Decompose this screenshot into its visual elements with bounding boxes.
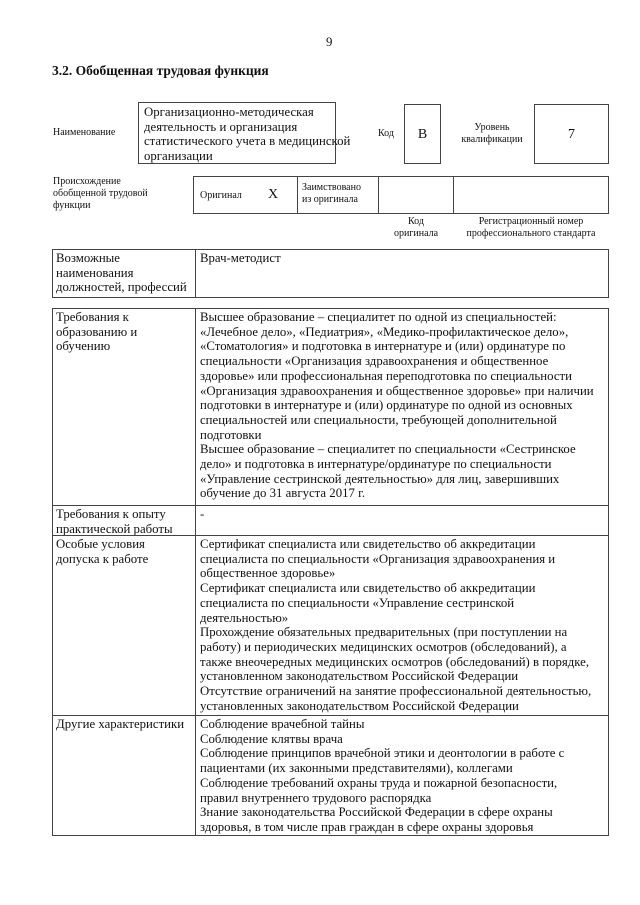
value-line: здоровья, в том числе прав граждан в сфере охраны здоровья: [200, 819, 534, 834]
value-line: подготовки: [200, 427, 262, 442]
caption-line: оригинала: [393, 228, 439, 239]
row-special-conditions-value: [195, 535, 609, 716]
value-line: «Организация здравоохранения и общественное здоровье» при наличии: [200, 383, 594, 398]
value-line: Высшее образование – специалитет по специальности «Сестринское: [200, 442, 576, 457]
level-label-line: Уровень: [474, 122, 510, 133]
value-line: Соблюдение клятвы врача: [200, 731, 343, 746]
level-label-line: квалификации: [461, 134, 523, 145]
positions-label: [52, 249, 196, 298]
value-line: здоровье» или профессиональная переподготовка по специальности: [200, 368, 572, 383]
row-other-value: [195, 715, 609, 836]
name-label: Наименование: [53, 127, 116, 138]
value-line: пациентами (их законными представителями), коллегами: [200, 761, 513, 776]
code-value: B: [404, 104, 441, 164]
page-number: 9: [326, 35, 333, 49]
label-line: Требования к: [56, 310, 129, 324]
label-line: образованию и: [56, 324, 138, 339]
positions-value: [195, 249, 609, 298]
value-line: «Управление сестринской деятельностью» для лиц, завершивших: [200, 471, 560, 486]
name-line: организации: [144, 149, 213, 164]
value-line: Сертификат специалиста или свидетельство об аккредитации: [200, 537, 536, 551]
label-line: должностей, профессий: [56, 280, 187, 295]
origin-label-line: обобщенной трудовой: [53, 188, 148, 199]
value-line: Прохождение обязательных предварительных (при поступлении на: [200, 625, 568, 640]
original-code-caption: [378, 216, 454, 240]
level-label: [452, 122, 532, 146]
value-line: установленных законодательством Российской Федерации: [200, 698, 519, 713]
borrowed-label-line: из оригинала: [302, 194, 358, 205]
value-line: правил внутреннего трудового распорядка: [200, 790, 432, 805]
value-line: Соблюдение принципов врачебной этики и деонтологии в работе с: [200, 746, 565, 761]
caption-line: Код: [408, 216, 424, 227]
borrowed-cell: [297, 176, 379, 214]
value-line: Знание законодательства Российской Федерации в сфере охраны: [200, 805, 553, 820]
row-other-label: [52, 715, 196, 836]
value-line: обучение до 31 августа 2017 г.: [200, 486, 366, 501]
row-experience-value: [195, 505, 609, 536]
value-line: Сертификат специалиста или свидетельство об аккредитации: [200, 581, 536, 596]
value-line: также внеочередных медицинских осмотров (обследований) в порядке,: [200, 654, 590, 669]
value-line: установленном законодательством Российской Федерации: [200, 669, 519, 684]
origin-label: [53, 176, 148, 212]
origin-label-line: функции: [53, 200, 91, 211]
value-line: специальностей или специальности, требующей дополнительной: [200, 412, 557, 427]
value-line: специалиста по специальности «Управление сестринской: [200, 595, 515, 610]
caption-line: Регистрационный номер: [478, 216, 584, 227]
original-cell: [193, 176, 298, 214]
label-line: Возможные: [56, 251, 120, 265]
original-code-cell: [378, 176, 454, 214]
reg-number-cell: [453, 176, 609, 214]
value-line: Соблюдение требований охраны труда и пожарной безопасности,: [200, 775, 558, 790]
value-line: «Лечебное дело», «Педиатрия», «Медико-профилактическое дело»,: [200, 324, 569, 339]
name-box: [138, 102, 351, 164]
value-line: общественное здоровье»: [200, 566, 336, 581]
caption-line: профессионального стандарта: [466, 228, 596, 239]
label-line: обучению: [56, 339, 111, 354]
label-line: Особые условия: [56, 537, 145, 551]
value-line: специалиста по специальности «Организация здравоохранения и: [200, 551, 556, 566]
origin-label-line: Происхождение: [53, 176, 121, 187]
value-line: деятельностью»: [200, 610, 289, 625]
name-line: статистического учета в медицинской: [144, 134, 351, 149]
reg-number-caption: [446, 216, 616, 240]
label-line: наименования: [56, 265, 134, 280]
value-line: Врач-методист: [200, 251, 281, 265]
value-line: подготовки в интернатуре и (или) ординатуре по одной из основных: [200, 398, 573, 413]
row-education-label: [52, 308, 196, 506]
value-line: «Стоматология» и подготовка в интернатуре и (или) ординатуре по: [200, 339, 566, 354]
value-line: дело» и подготовка в интернатуре/ординатуре по специальности: [200, 457, 552, 472]
level-value: 7: [534, 104, 609, 164]
label-line: Требования к опыту: [56, 507, 166, 521]
code-label: Код: [378, 128, 394, 139]
row-special-conditions-label: [52, 535, 196, 716]
label-line: практической работы: [56, 521, 173, 536]
value-line: специальности «Организация здравоохранения и общественное: [200, 354, 549, 369]
value-line: Соблюдение врачебной тайны: [200, 717, 365, 731]
value-line: работу) и периодических медицинских осмотров (обследований), а: [200, 639, 567, 654]
name-line: деятельность и организация: [144, 119, 298, 134]
name-line: Организационно-методическая: [144, 105, 314, 119]
row-experience-label: [52, 505, 196, 536]
value-line: Отсутствие ограничений на занятие профессиональной деятельностью,: [200, 684, 592, 699]
label-line: допуска к работе: [56, 551, 149, 566]
value-line: Высшее образование – специалитет по одной из специальностей:: [200, 310, 557, 324]
borrowed-label-line: Заимствовано: [302, 182, 361, 193]
original-mark: X: [268, 187, 279, 202]
value-line: -: [200, 507, 205, 521]
label-line: Другие характеристики: [56, 717, 185, 731]
row-education-value: [195, 308, 609, 506]
original-label: Оригинал: [200, 190, 242, 201]
section-heading: 3.2. Обобщенная трудовая функция: [52, 63, 269, 78]
